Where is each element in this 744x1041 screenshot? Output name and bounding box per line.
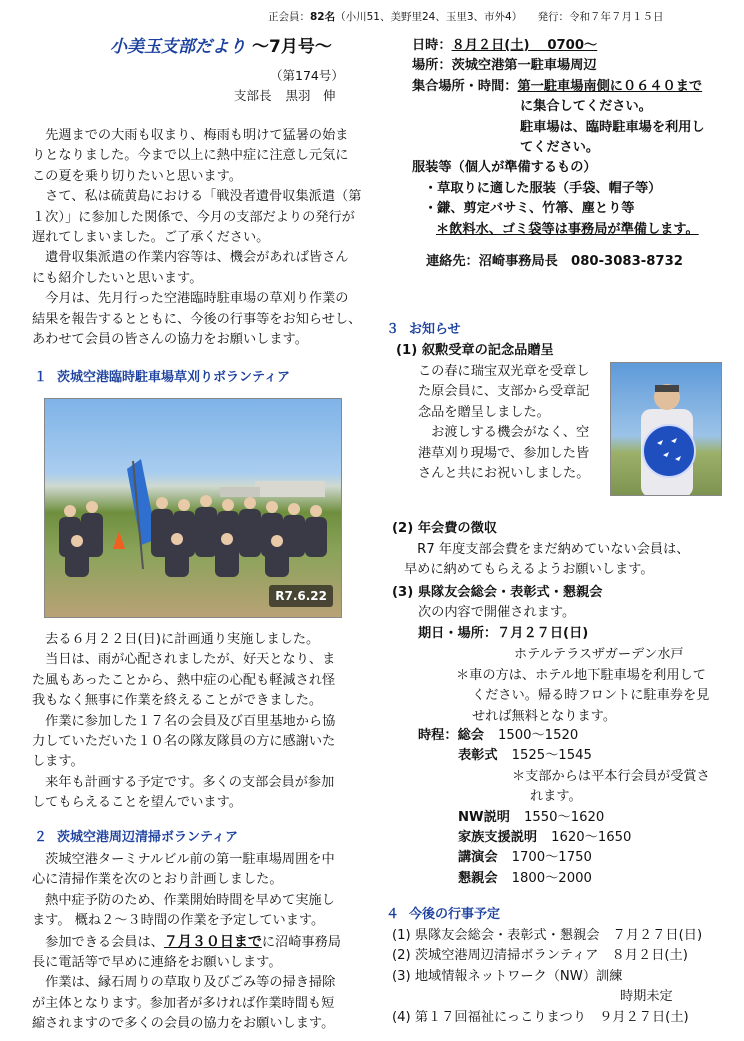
body-line	[32, 932, 372, 953]
intro-line: にも紹介したいと思います。	[32, 270, 203, 286]
section4-number: ４	[386, 907, 400, 922]
body-line: 心に清掃作業を次のとおり計画しました。	[32, 872, 283, 888]
section2-number: ２	[34, 830, 48, 845]
schedule-time: 1550～1620	[523, 809, 605, 825]
intro-line: 今月は、先月行った空港臨時駐車場の草刈り作業の	[32, 291, 349, 307]
schedule-label: 時程：	[418, 728, 458, 743]
award-photo-art	[611, 363, 722, 496]
body-line: た原会員に、支部から受章記	[418, 384, 590, 400]
intro-line: 結果を報告するとともに、今後の行事等をお知らせし、	[32, 311, 362, 327]
body-line: 念品を贈呈しました。	[418, 404, 550, 420]
event-meet-line: に集合してください。	[520, 99, 652, 115]
issue-number: （第174号）	[270, 68, 344, 83]
issue-date: 令和７年７月１５日	[569, 11, 664, 23]
body-line: 来年も計画する予定です。多くの支部会員が参加	[32, 774, 335, 790]
attire-item: ・鎌、剪定バサミ、竹箒、塵とり等	[424, 201, 635, 217]
section3-number: ３	[386, 322, 400, 337]
body-line: 去る６月２２日(日)に計画通り実施しました。	[32, 632, 320, 647]
intro-line: 遺骨収集派遣の作業内容等は、機会があれば皆さん	[32, 250, 349, 266]
deadline-suffix: に沼崎事務局	[261, 934, 341, 950]
schedule-time: 1500～1520	[497, 728, 579, 743]
glasses	[655, 385, 679, 392]
schedule-row	[418, 828, 738, 848]
sub3-place: ホテルテラスザガーデン水戸	[514, 647, 684, 662]
sub2-heading: (2) 年会費の徴収	[392, 521, 497, 536]
event-place-value: 茨城空港第一駐車場周辺	[451, 58, 597, 74]
event-meet-label: 集合場所・時間：	[412, 78, 518, 94]
deadline-prefix: 参加できる会員は、	[32, 934, 164, 950]
note-line: ＊車の方は、ホテル地下駐車場を利用して	[456, 668, 706, 683]
body-line: この春に瑞宝双光章を受章し	[418, 364, 590, 379]
schedule-name: 家族支援説明	[458, 830, 538, 846]
sub3-intro: 次の内容で開催されます。	[418, 605, 576, 620]
attire-note: ＊飲料水、ゴミ袋等は事務局が準備します。	[436, 221, 699, 237]
body-line: が主体となります。参加者が多ければ作業時間も短	[32, 995, 335, 1011]
sub1-heading: (1) 叙勲受章の記念品贈呈	[396, 343, 554, 358]
section1-body	[32, 630, 372, 814]
section4-heading	[386, 905, 500, 925]
author	[234, 88, 336, 104]
sub1-body	[418, 362, 608, 484]
section3-title: お知らせ	[409, 322, 461, 337]
schedule-time: 1700～1750	[511, 850, 592, 866]
author-role: 支部長	[234, 88, 272, 103]
body-line: 縮されますので多くの会員の協力をお願いします。	[32, 1016, 335, 1032]
event-meet-line: てください。	[520, 140, 600, 156]
body-line: 作業は、縁石周りの草取り及びごみ等の掃き掃除	[32, 975, 336, 991]
event-meet-line: 駐車場は、臨時駐車場を利用し	[520, 119, 705, 135]
list-item: (4) 第１７回福祉にっこりまつり ９月２７日(土)	[392, 1009, 689, 1025]
section2-body	[32, 850, 372, 1035]
schedule	[418, 726, 738, 889]
intro-line: １次）」に参加した関係で、今月の支部だよりの発行が	[32, 209, 355, 225]
section1-title: 茨城空港臨時駐車場草刈りボランティア	[57, 370, 290, 385]
note-line: せれば無料となります。	[472, 708, 617, 724]
list-item: (1) 県隊友会総会・表彰式・懇親会 ７月２７日(日)	[392, 928, 703, 943]
body-line: してもらえることを望んでいます。	[32, 795, 242, 811]
members-count: 82名	[310, 11, 336, 23]
schedule-name: 総会	[457, 728, 484, 743]
section4-title: 今後の行事予定	[409, 907, 501, 922]
schedule-name: NW説明	[458, 809, 510, 825]
body-line: 港草刈り現場で、参加した皆	[418, 445, 590, 461]
newsletter-title	[110, 36, 332, 58]
body-line: 我もなく無事に作業を終えることができました。	[32, 693, 323, 709]
schedule-row	[418, 726, 738, 746]
section1-heading	[34, 368, 290, 388]
photo-date-stamp: R7.6.22	[269, 585, 333, 607]
schedule-row	[418, 808, 738, 828]
event-place-label: 場所：	[412, 58, 452, 74]
issue-label: 発行：	[537, 11, 570, 23]
schedule-time: 1525～1545	[511, 748, 592, 764]
title-text: 小美玉支部だより	[110, 37, 246, 57]
members-label: 正会員：	[268, 11, 310, 23]
section3-heading	[386, 320, 461, 340]
event-date	[412, 36, 732, 56]
attire-item: ・草取りに適した服装（手袋、帽子等）	[424, 180, 662, 196]
schedule-row	[418, 869, 738, 889]
schedule-row	[418, 848, 738, 868]
schedule-time: 1620～1650	[551, 830, 632, 846]
schedule-name: 懇親会	[458, 870, 498, 886]
traffic-cone	[113, 531, 125, 549]
group-of-people	[59, 507, 327, 577]
sub3-date: 期日・場所：７月２７日(日)	[418, 626, 589, 641]
section1-number: １	[34, 370, 48, 385]
event-details	[412, 36, 732, 272]
sub3-parking-note	[456, 666, 736, 727]
body-line: します。	[32, 754, 84, 770]
intro-line: りとなりました。今まで以上に熱中症に注意し元気に	[32, 148, 349, 164]
upcoming-events	[392, 926, 737, 1028]
list-item: (3) 地域情報ネットワーク（NW）訓練	[392, 968, 623, 984]
intro-text	[32, 126, 372, 350]
body-line: 早めに納めてもらえるようお願いします。	[404, 562, 654, 578]
body-line: 力していただいた１０名の隊友隊員の方に感謝いた	[32, 734, 336, 750]
body-line: 茨城空港ターミナルビル前の第一駐車場周囲を中	[32, 852, 335, 867]
intro-line: 遅れてしまいました。ご了承ください。	[32, 230, 270, 246]
section2-title: 茨城空港周辺清掃ボランティア	[57, 830, 238, 845]
event-place	[412, 56, 732, 76]
body-line: R7 年度支部会費をまだ納めていない会員は、	[404, 542, 690, 557]
building	[220, 487, 260, 497]
body-line: さんと共にお祝いしました。	[418, 466, 590, 482]
attire-label: 服装等（個人が準備するもの）	[412, 160, 597, 176]
note-line: ください。帰る時フロントに駐車券を見	[472, 688, 710, 704]
event-contact: 連絡先：沼崎事務局長 080-3083-8732	[426, 254, 683, 270]
group-photo	[44, 398, 342, 618]
terminal-building	[255, 481, 325, 497]
body-line: た風もあったことから、熱中症の心配も軽減され怪	[32, 672, 336, 688]
schedule-row	[418, 746, 738, 766]
event-date-value: ８月２日(土) 0700～	[451, 38, 598, 53]
intro-line: さて、私は硫黄島における「戦没者遺骨収集派遣（第	[32, 189, 362, 205]
members-breakdown: （小川51、美野里24、玉里3、市外4）	[335, 11, 523, 23]
body-line: お渡しする機会がなく、空	[418, 425, 590, 441]
award-note: ＊支部からは平本行会員が受賞さ	[512, 768, 710, 784]
intro-line: あわせて会員の皆さんの協力をお願いします。	[32, 332, 308, 348]
body-line: 熱中症予防のため、作業開始時間を早めて実施し	[32, 892, 335, 908]
title-month: ～7月号～	[252, 37, 332, 57]
body-line: 作業に参加した１７名の会員及び百里基地から協	[32, 713, 336, 729]
event-meet-value: 第一駐車場南側に０６４０まで	[517, 78, 703, 94]
body-line: ます。 概ね２～３時間の作業を予定しています。	[32, 913, 325, 929]
intro-line: この夏を乗り切りたいと思います。	[32, 168, 242, 184]
list-item-date: 時期未定	[620, 989, 673, 1005]
header-meta	[268, 10, 664, 24]
sub3-heading: (3) 県隊友会総会・表彰式・懇親会	[392, 585, 603, 600]
intro-line: 先週までの大雨も収まり、梅雨も明けて猛暑の始ま	[32, 128, 349, 143]
deadline-date: ７月３０日まで	[163, 933, 262, 950]
schedule-time: 1800～2000	[511, 870, 592, 886]
schedule-name: 表彰式	[458, 748, 498, 764]
event-meet	[412, 77, 732, 97]
sub2-body	[404, 540, 734, 581]
award-photo	[610, 362, 722, 496]
body-line: 長に電話等で早めに連絡をお願いします。	[32, 955, 282, 971]
body-line: 当日は、雨が心配されましたが、好天となり、ま	[32, 652, 336, 668]
commemorative-plate	[643, 425, 695, 477]
event-date-label: 日時：	[412, 38, 452, 53]
section2-heading	[34, 828, 238, 848]
award-note: れます。	[530, 789, 582, 805]
list-item: (2) 茨城空港周辺清掃ボランティア ８月２日(土)	[392, 948, 688, 964]
schedule-name: 講演会	[458, 850, 498, 866]
author-name: 黒羽 伸	[285, 88, 336, 103]
